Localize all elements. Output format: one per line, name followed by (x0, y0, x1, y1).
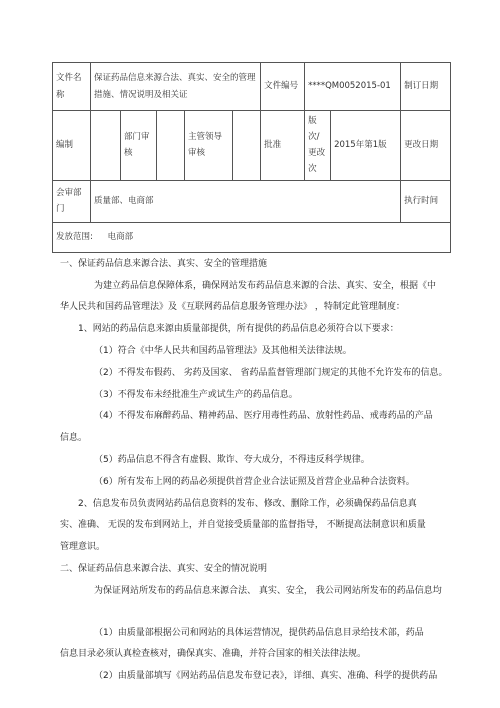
dept-review-value (157, 111, 185, 181)
cosign-value: 质量部、电商部 (91, 180, 401, 222)
distribution-value: 电商部 (107, 231, 134, 242)
section-heading-1: 一、保证药品信息来源合法、真实、安全的管理措施 (60, 259, 268, 269)
paragraph-line: 管理意识。 (60, 542, 106, 552)
list-item: （4）不得发布麻醉药品、精神药品、医疗用毒性药品、放射性药品、戒毒药品的产品 (94, 411, 433, 421)
doc-name-value: 保证药品信息来源合法、真实、安全的管理措施、情况说明及相关证 (91, 63, 261, 111)
cosign-label: 会审部门 (53, 180, 91, 222)
doc-no-label: 文件编号 (261, 63, 305, 111)
distribution-label: 发放范围: (56, 231, 93, 242)
section-heading-2: 二、保证药品信息来源合法、真实、安全的情况说明 (60, 564, 268, 574)
make-date-label: 制订日期 (401, 63, 451, 111)
version-label: 版次/更改次 (305, 111, 331, 181)
dept-review-label: 部门审核 (121, 111, 157, 181)
doc-name-label: 文件名称 (53, 63, 91, 111)
list-item: （3）不得发布未经批准生产或试生产的药品信息。 (94, 390, 298, 400)
version-value: 2015年第1版 (331, 111, 401, 181)
compile-label: 编制 (53, 111, 91, 181)
list-item: （6）所有发布上网的药品必须提供首营企业合法证照及首营企业品种合法资料。 (94, 477, 415, 487)
supervisor-review-value (233, 111, 261, 181)
revise-date-label: 更改日期 (401, 111, 451, 181)
exec-date-label: 执行时间 (401, 180, 451, 222)
list-item: （2）由质量部填写《网站药品信息发布登记表》，详细、真实、准确、科学的提供药品 (94, 671, 438, 681)
list-item-continued: 信息。 (60, 433, 88, 443)
list-item: （1）由质量部根据公司和网站的具体运营情况，提供药品信息目录给技术部，药品 (94, 628, 424, 638)
list-item: （1）符合《中华人民共和国药品管理法》及其他相关法律法规。 (94, 346, 352, 356)
document-header-table (52, 62, 451, 253)
paragraph-line: 1、网站的药品信息来源由质量部提供，所有提供的药品信息必须符合以下要求： (78, 324, 399, 334)
distribution-row (53, 222, 451, 252)
paragraph-line: 实、准确、 无误的发布到网站上，并自觉接受质量部的监督指导， 不断提高法制意识和质量 (60, 520, 426, 530)
paragraph-line: 华人民共和国药品管理法》及《互联网药品信息服务管理办法》 ，特制定此管理制度： (60, 302, 405, 312)
paragraph-line: 2、信息发布员负责网站药品信息资料的发布、修改、删除工作，必须确保药品信息真 (78, 499, 417, 509)
compile-value (91, 111, 121, 181)
approve-label: 批准 (261, 111, 305, 181)
list-item-continued: 信息目录必须认真检查核对，确保真实、准确，并符合国家的相关法律法规。 (60, 649, 367, 659)
list-item: （2）不得发布假药、 劣药及国家、 省药品监督管理部门规定的其他不允许发布的信息。 (94, 368, 448, 378)
paragraph-line: 为保证网站所发布的药品信息来源合法、 真实、安全， 我公司网站所发布的药品信息均 (94, 586, 442, 596)
supervisor-review-label: 主管领导审核 (185, 111, 233, 181)
list-item: （5）药品信息不得含有虚假、欺诈、夸大成分，不得违反科学规律。 (94, 455, 370, 465)
paragraph-line: 为建立药品信息保障体系，确保网站发布药品信息来源的合法、真实、安全，根据《中 (94, 281, 437, 291)
doc-no-value: ****QM0052015-01 (305, 63, 401, 111)
